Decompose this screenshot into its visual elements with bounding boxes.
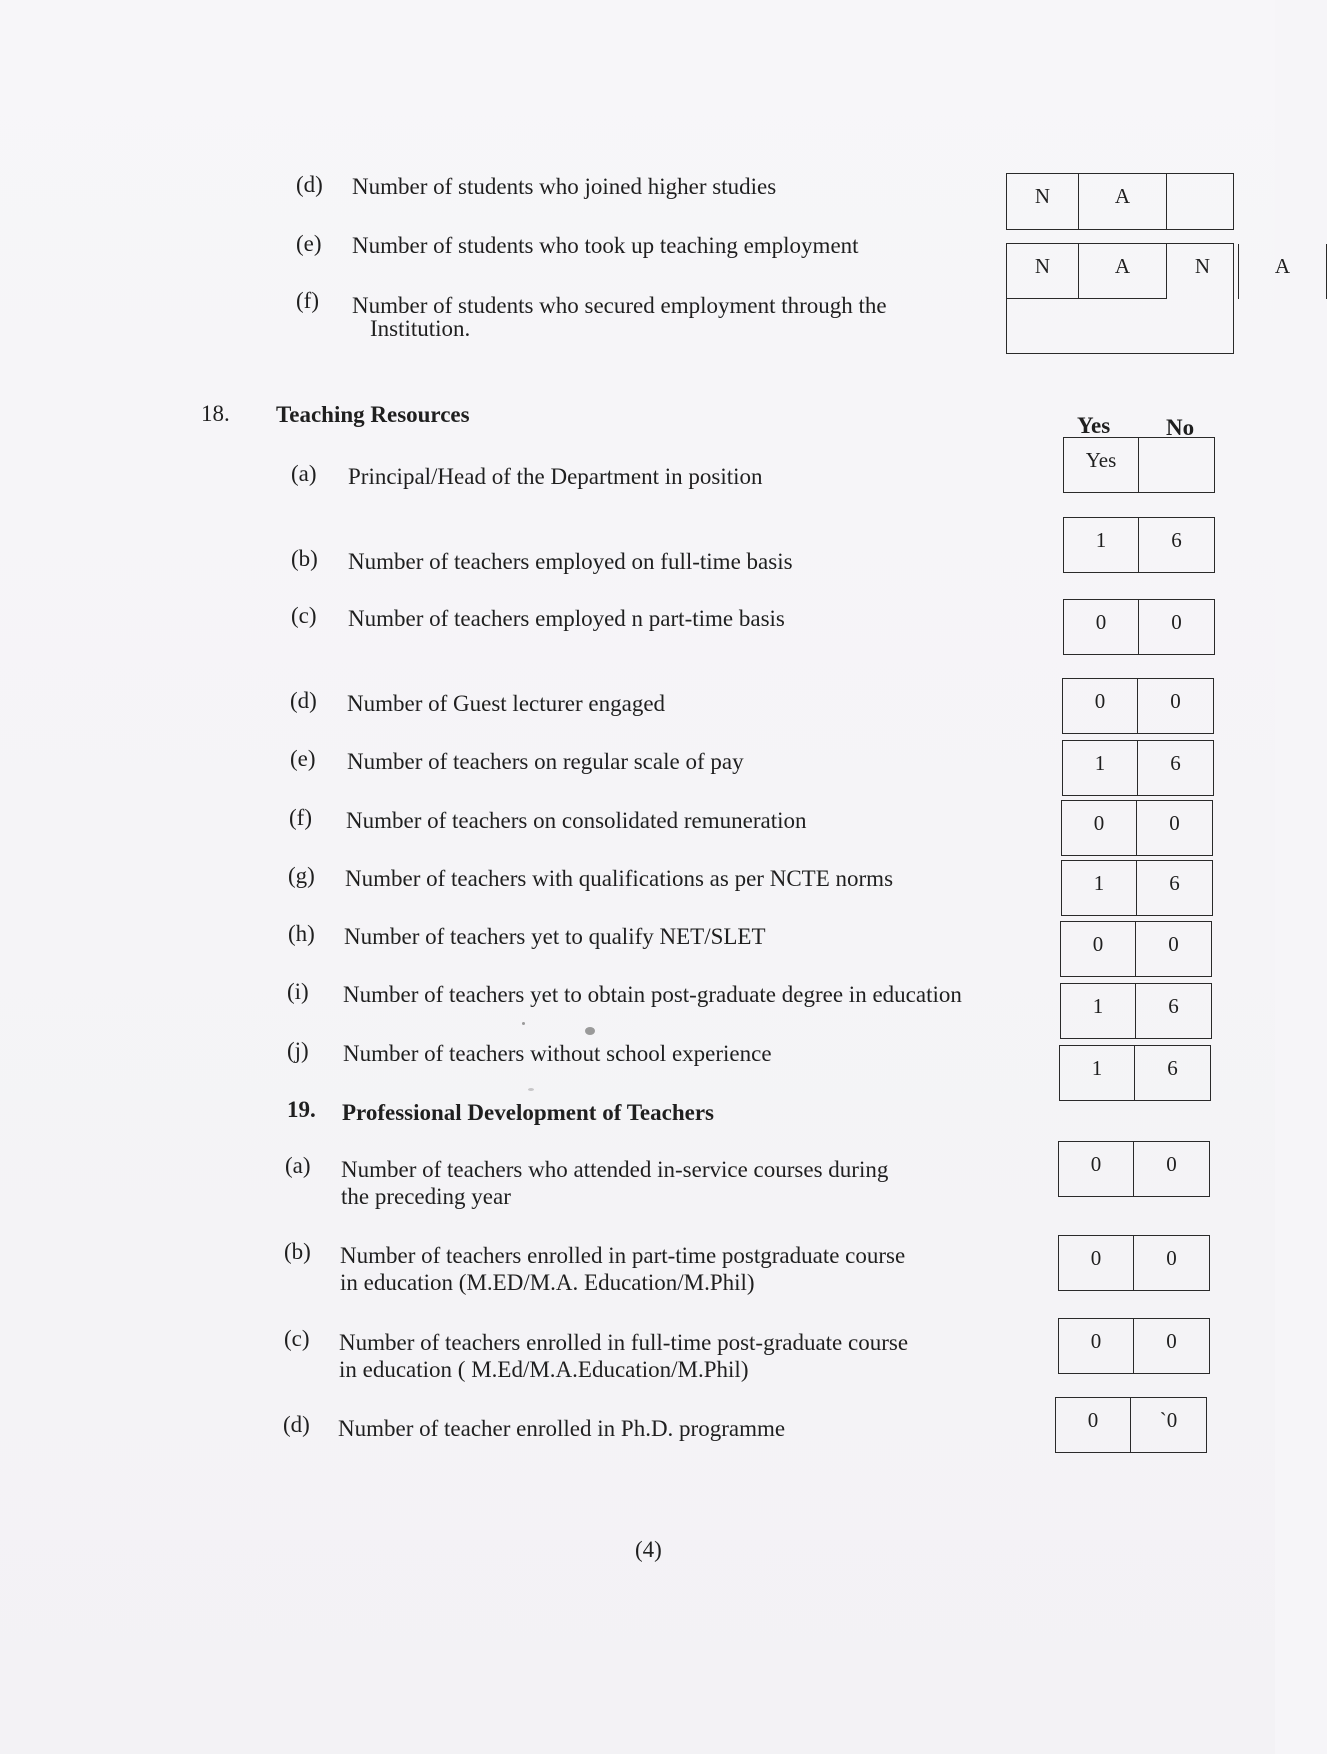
answer-box [1062,740,1214,796]
answer-cell: 0 [1169,811,1180,835]
answer-cell: N [1007,174,1079,229]
answer-box [1058,1235,1210,1291]
answer-cell: 0 [1170,689,1181,713]
answer-cell: 6 [1171,528,1182,552]
answer-cell: 0 [1061,922,1136,976]
answer-cell: 0 [1168,932,1179,956]
answer-cell: A [1079,174,1167,229]
item-text: Number of teachers on regular scale of pay [347,749,744,774]
item-letter: (f) [296,288,319,313]
answer-cell: N [1007,244,1079,298]
answer-cell: A [1079,244,1167,298]
answer-box [1055,1397,1207,1453]
item-letter: (h) [288,921,315,946]
answer-cell [1167,174,1233,229]
answer-cell: 0 [1063,679,1138,733]
item-letter: (b) [291,546,318,571]
item-text-continued: Institution. [370,316,471,341]
item-letter: (g) [288,863,315,888]
answer-box [1063,437,1215,493]
item-letter: (j) [287,1038,309,1063]
answer-cell: A [1239,244,1327,299]
item-letter: (b) [284,1239,311,1264]
answer-cell: 0 [1059,1319,1134,1373]
answer-cell: 0 [1056,1398,1131,1452]
section-title: Teaching Resources [276,402,470,427]
item-text: Number of teachers employed on full-time basis [348,549,793,574]
item-text: Number of teacher enrolled in Ph.D. programme [338,1416,786,1441]
answer-box [1063,599,1215,655]
item-text: Number of students who joined higher studies [352,174,777,199]
answer-cell: Yes [1064,438,1139,492]
item-text-continued: the preceding year [341,1184,511,1209]
answer-cell: 1 [1060,1046,1135,1100]
answer-cell: 0 [1171,610,1182,634]
item-letter: (d) [296,172,323,197]
answer-cell: 0 [1064,600,1139,654]
answer-cell: 1 [1062,861,1137,915]
item-text: Number of teachers yet to obtain post-graduate degree in education [343,982,962,1007]
answer-cell: 1 [1061,984,1136,1038]
answer-cell: 1 [1064,518,1139,572]
item-text: Number of teachers on consolidated remuneration [346,808,807,833]
answer-cell: N [1167,244,1239,299]
item-letter: (c) [291,603,317,628]
item-text: Number of students who secured employment through the [352,293,887,318]
answer-cell: 0 [1166,1152,1177,1176]
item-text: Number of teachers enrolled in full-time post-graduate course [339,1330,909,1355]
section-title: Professional Development of Teachers [342,1100,715,1125]
item-letter: (e) [296,231,322,256]
answer-cell [1139,438,1214,492]
item-text-continued: in education (M.ED/M.A. Education/M.Phil) [340,1270,755,1295]
answer-cell: `0 [1159,1408,1178,1432]
item-text: Number of Guest lecturer engaged [347,691,666,716]
item-text: Principal/Head of the Department in position [348,464,763,489]
item-text: Number of teachers employed n part-time basis [348,606,785,631]
column-header-no: No [1166,415,1195,440]
answer-cell: 6 [1168,994,1179,1018]
answer-box [1063,517,1215,573]
answer-box [1061,860,1213,916]
item-letter: (d) [290,688,317,713]
item-letter: (e) [290,746,316,771]
item-letter: (c) [284,1326,310,1351]
answer-box [1058,1318,1210,1374]
answer-box [1058,1141,1210,1197]
answer-cell: 6 [1170,751,1181,775]
item-text-continued: in education ( M.Ed/M.A.Education/M.Phil) [339,1357,749,1382]
answer-box [1060,921,1212,977]
scan-speck [528,1088,534,1091]
answer-box [1061,800,1213,856]
item-text: Number of teachers enrolled in part-time postgraduate course [340,1243,906,1268]
item-text: Number of teachers yet to qualify NET/SLET [344,924,766,949]
answer-cell: 0 [1166,1329,1177,1353]
section-number: 18. [201,401,230,426]
answer-cell: 0 [1059,1142,1134,1196]
item-text: Number of teachers who attended in-service courses during [341,1157,889,1182]
item-letter: (i) [287,979,309,1004]
section-number: 19. [287,1097,316,1122]
page-number: (4) [635,1537,662,1562]
answer-box [1060,983,1212,1039]
answer-cell: 0 [1166,1246,1177,1270]
answer-box [1059,1045,1211,1101]
item-letter: (d) [283,1412,310,1437]
answer-cell: 0 [1062,801,1137,855]
answer-box [1006,243,1291,354]
item-text: Number of teachers with qualifications as per NCTE norms [345,866,894,891]
answer-cell: 1 [1063,741,1138,795]
answer-cell: 6 [1169,871,1180,895]
column-header-yes: Yes [1077,413,1111,438]
answer-cell: 6 [1167,1056,1178,1080]
answer-cell: 0 [1059,1236,1134,1290]
answer-box [1006,173,1234,230]
item-text: Number of teachers without school experience [343,1041,772,1066]
item-text: Number of students who took up teaching employment [352,233,859,258]
scan-speck [585,1027,595,1035]
item-letter: (a) [285,1153,311,1178]
item-letter: (a) [291,461,317,486]
item-letter: (f) [289,805,312,830]
scan-speck [522,1022,525,1025]
answer-box [1062,678,1214,734]
